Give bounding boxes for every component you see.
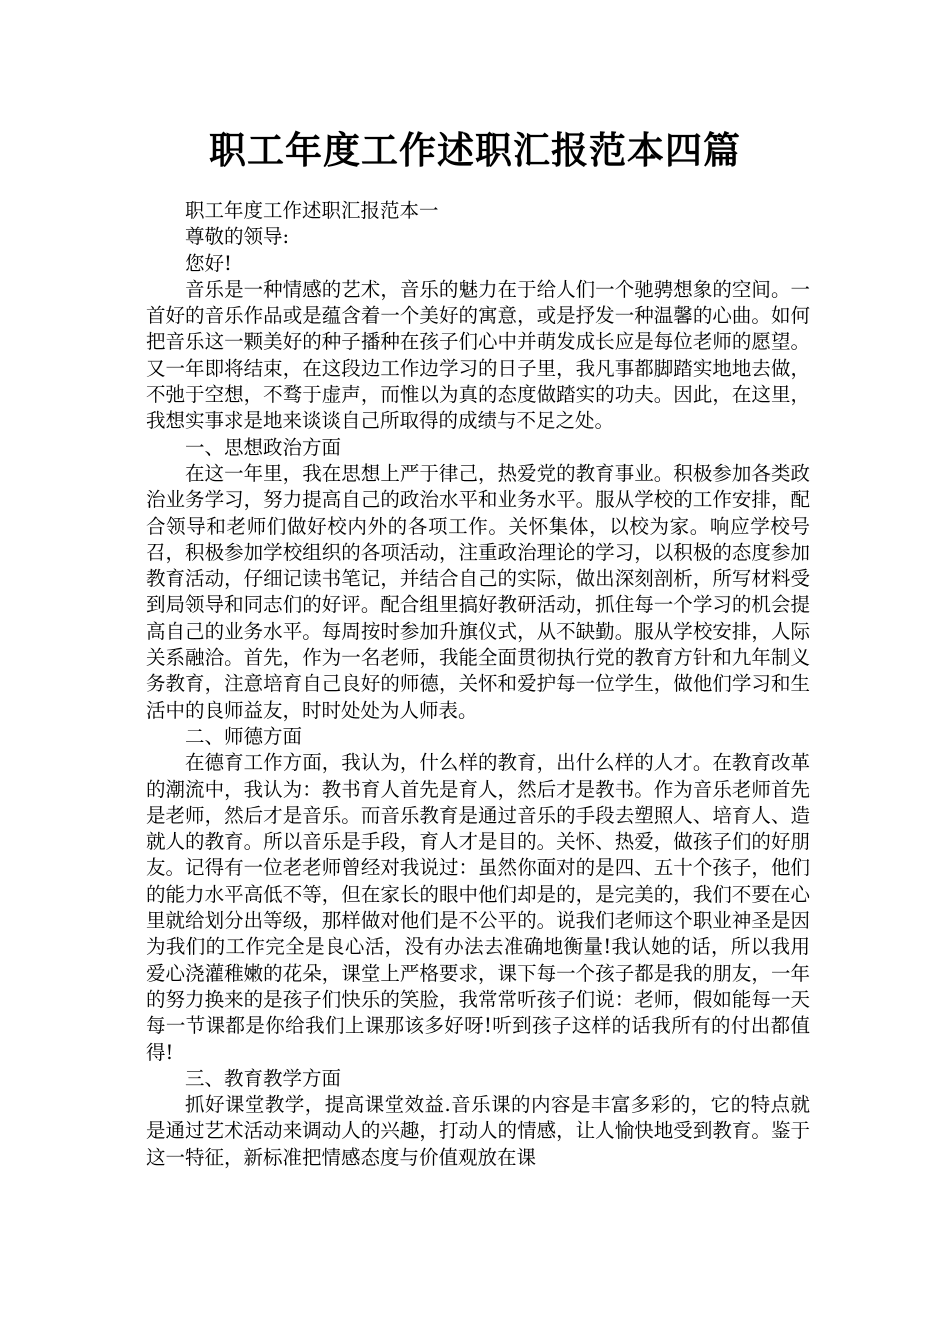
section-heading-1: 职工年度工作述职汇报范本一 <box>185 199 439 222</box>
greeting: 您好! <box>185 251 232 275</box>
document-title: 职工年度工作述职汇报范本四篇 <box>209 129 741 172</box>
teaching-paragraph: 抓好课堂教学，提高课堂效益.音乐课的内容是丰富多彩的，它的特点就是通过艺术活动来调动人的兴趣，打动人的情感，让人愉快地受到教育。鉴于这一特征，新标准把情感态度与价值观放在课 <box>146 1093 810 1169</box>
ethics-paragraph: 在德育工作方面，我认为，什么样的教育，出什么样的人才。在教育改革的潮流中，我认为：教书育人首先是育人，然后才是教书。作为音乐老师首先是老师，然后才是音乐。而音乐教育是通过音乐的手段去塑照人、培育人、造就人的教育。所以音乐是手段，育人才是目的。关怀、热爱，做孩子们的好朋友。记得有一位老老师曾经对我说过：虽然你面对的是四、五十个孩子，他们的能力水平高低不等，但在家长的眼中他们却是的，是完美的，我们不要在心里就给划分出等级，那样做对他们是不公平的。说我们老师这个职业神圣是因为我们的工作完全是良心活，没有办法去准确地衡量!我认她的话，所以我用爱心浇灌稚嫩的花朵，课堂上严格要求，课下每一个孩子都是我的朋友，一年的努力换来的是孩子们快乐的笑脸，我常常听孩子们说：老师，假如能每一天每一节课都是你给我们上课那该多好呀!听到孩子这样的话我所有的付出都值得! <box>146 751 810 1064</box>
document-body <box>146 198 810 1171</box>
politics-paragraph: 在这一年里，我在思想上严于律己，热爱党的教育事业。积极参加各类政治业务学习，努力提高自己的政治水平和业务水平。服从学校的工作安排，配合领导和老师们做好校内外的各项工作。关怀集体，以校为家。响应学校号召，积极参加学校组织的各项活动，注重政治理论的学习，以积极的态度参加教育活动，仔细记读书笔记，并结合自己的实际，做出深刻剖析，所写材料受到局领导和同志们的好评。配合组里搞好教研活动，抓住每一个学习的机会提高自己的业务水平。每周按时参加升旗仪式，从不缺勤。服从学校安排，人际关系融洽。首先，作为一名老师，我能全面贯彻执行党的教育方针和九年制义务教育，注意培育自己良好的师德，关怀和爱护每一位学生，做他们学习和生活中的良师益友，时时处处为人师表。 <box>146 461 810 722</box>
section-heading-ethics: 二、师德方面 <box>185 724 303 748</box>
section-heading-politics: 一、思想政治方面 <box>185 435 342 459</box>
intro-paragraph: 音乐是一种情感的艺术，音乐的魅力在于给人们一个驰骋想象的空间。一首好的音乐作品或是蕴含着一个美好的寓意，或是抒发一种温馨的心曲。如何把音乐这一颗美好的种子播种在孩子们心中并萌发成长应是每位老师的愿望。又一年即将结束，在这段边工作边学习的日子里，我凡事都脚踏实地地去做，不弛于空想，不骛于虚声，而惟以为真的态度做踏实的功夫。因此，在这里，我想实事求是地来谈谈自己所取得的成绩与不足之处。 <box>146 277 810 433</box>
salutation: 尊敬的领导: <box>185 225 290 249</box>
section-heading-teaching: 三、教育教学方面 <box>185 1066 342 1090</box>
